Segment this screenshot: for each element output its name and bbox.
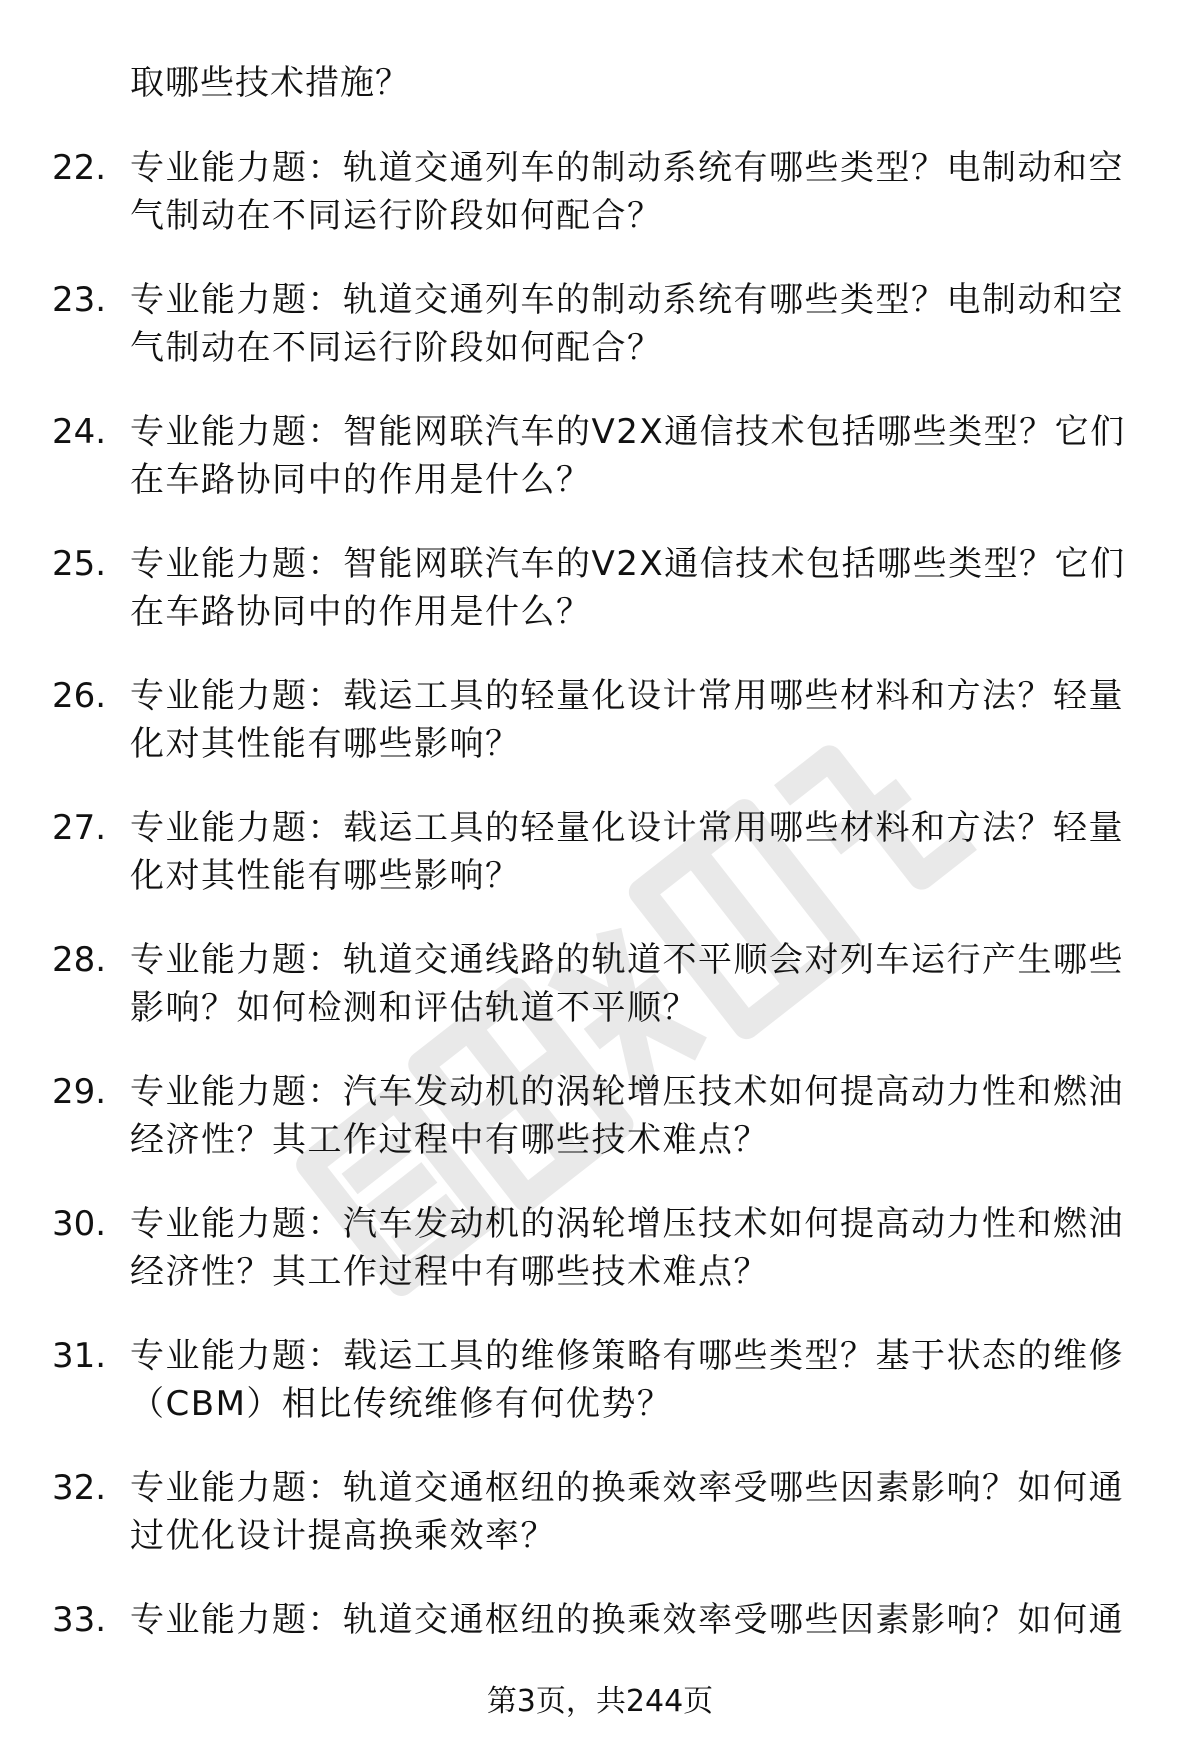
question-item	[0, 672, 1200, 804]
question-item	[0, 804, 1200, 936]
question-text-line-2: 化对其性能有哪些影响？	[130, 856, 521, 896]
question-item	[0, 408, 1200, 540]
question-item	[0, 144, 1200, 276]
question-text-line-2: （CBM）相比传统维修有何优势？	[130, 1384, 673, 1424]
question-text-line-1: 专业能力题：轨道交通枢纽的换乘效率受哪些因素影响？如何通	[130, 1600, 1124, 1640]
question-list	[0, 144, 1200, 1728]
question-number: 23.	[52, 280, 107, 320]
question-number: 28.	[52, 940, 107, 980]
question-number: 22.	[52, 148, 107, 188]
question-item	[0, 276, 1200, 408]
question-text-line-2: 经济性？其工作过程中有哪些技术难点？	[130, 1120, 769, 1160]
question-item	[0, 936, 1200, 1068]
question-number: 31.	[52, 1336, 107, 1376]
page-footer: 第3页，共244页	[486, 1684, 714, 1719]
question-text-line-2: 过优化设计提高换乘效率？	[130, 1516, 556, 1556]
question-number: 24.	[52, 412, 107, 452]
question-text-line-1: 专业能力题：汽车发动机的涡轮增压技术如何提高动力性和燃油	[130, 1072, 1124, 1112]
question-item	[0, 1464, 1200, 1596]
question-text-line-1: 专业能力题：载运工具的轻量化设计常用哪些材料和方法？轻量	[130, 676, 1124, 716]
question-number: 25.	[52, 544, 107, 584]
question-number: 29.	[52, 1072, 107, 1112]
question-text-line-1: 专业能力题：轨道交通线路的轨道不平顺会对列车运行产生哪些	[130, 940, 1124, 980]
question-text-line-2: 影响？如何检测和评估轨道不平顺？	[130, 988, 698, 1028]
question-number: 26.	[52, 676, 107, 716]
question-text-line-1: 专业能力题：智能网联汽车的V2X通信技术包括哪些类型？它们	[130, 412, 1126, 452]
question-item	[0, 1200, 1200, 1332]
question-text-line-2: 气制动在不同运行阶段如何配合？	[130, 196, 663, 236]
question-item	[0, 1068, 1200, 1200]
question-text-line-2: 在车路协同中的作用是什么？	[130, 460, 592, 500]
question-text-line-1: 专业能力题：轨道交通列车的制动系统有哪些类型？电制动和空	[130, 148, 1124, 188]
question-number: 33.	[52, 1600, 107, 1640]
question-number: 27.	[52, 808, 107, 848]
question-text-line-1: 专业能力题：载运工具的维修策略有哪些类型？基于状态的维修	[130, 1336, 1124, 1376]
question-text-line-1: 专业能力题：载运工具的轻量化设计常用哪些材料和方法？轻量	[130, 808, 1124, 848]
question-text-line-1: 专业能力题：轨道交通枢纽的换乘效率受哪些因素影响？如何通	[130, 1468, 1124, 1508]
question-text-line-2: 经济性？其工作过程中有哪些技术难点？	[130, 1252, 769, 1292]
continuation-line: 取哪些技术措施？	[130, 63, 410, 103]
question-number: 32.	[52, 1468, 107, 1508]
question-text-line-1: 专业能力题：汽车发动机的涡轮增压技术如何提高动力性和燃油	[130, 1204, 1124, 1244]
question-item	[0, 540, 1200, 672]
question-text-line-2: 化对其性能有哪些影响？	[130, 724, 521, 764]
question-item	[0, 1332, 1200, 1464]
question-text-line-2: 气制动在不同运行阶段如何配合？	[130, 328, 663, 368]
question-text-line-2: 在车路协同中的作用是什么？	[130, 592, 592, 632]
question-number: 30.	[52, 1204, 107, 1244]
question-text-line-1: 专业能力题：轨道交通列车的制动系统有哪些类型？电制动和空	[130, 280, 1124, 320]
question-text-line-1: 专业能力题：智能网联汽车的V2X通信技术包括哪些类型？它们	[130, 544, 1126, 584]
